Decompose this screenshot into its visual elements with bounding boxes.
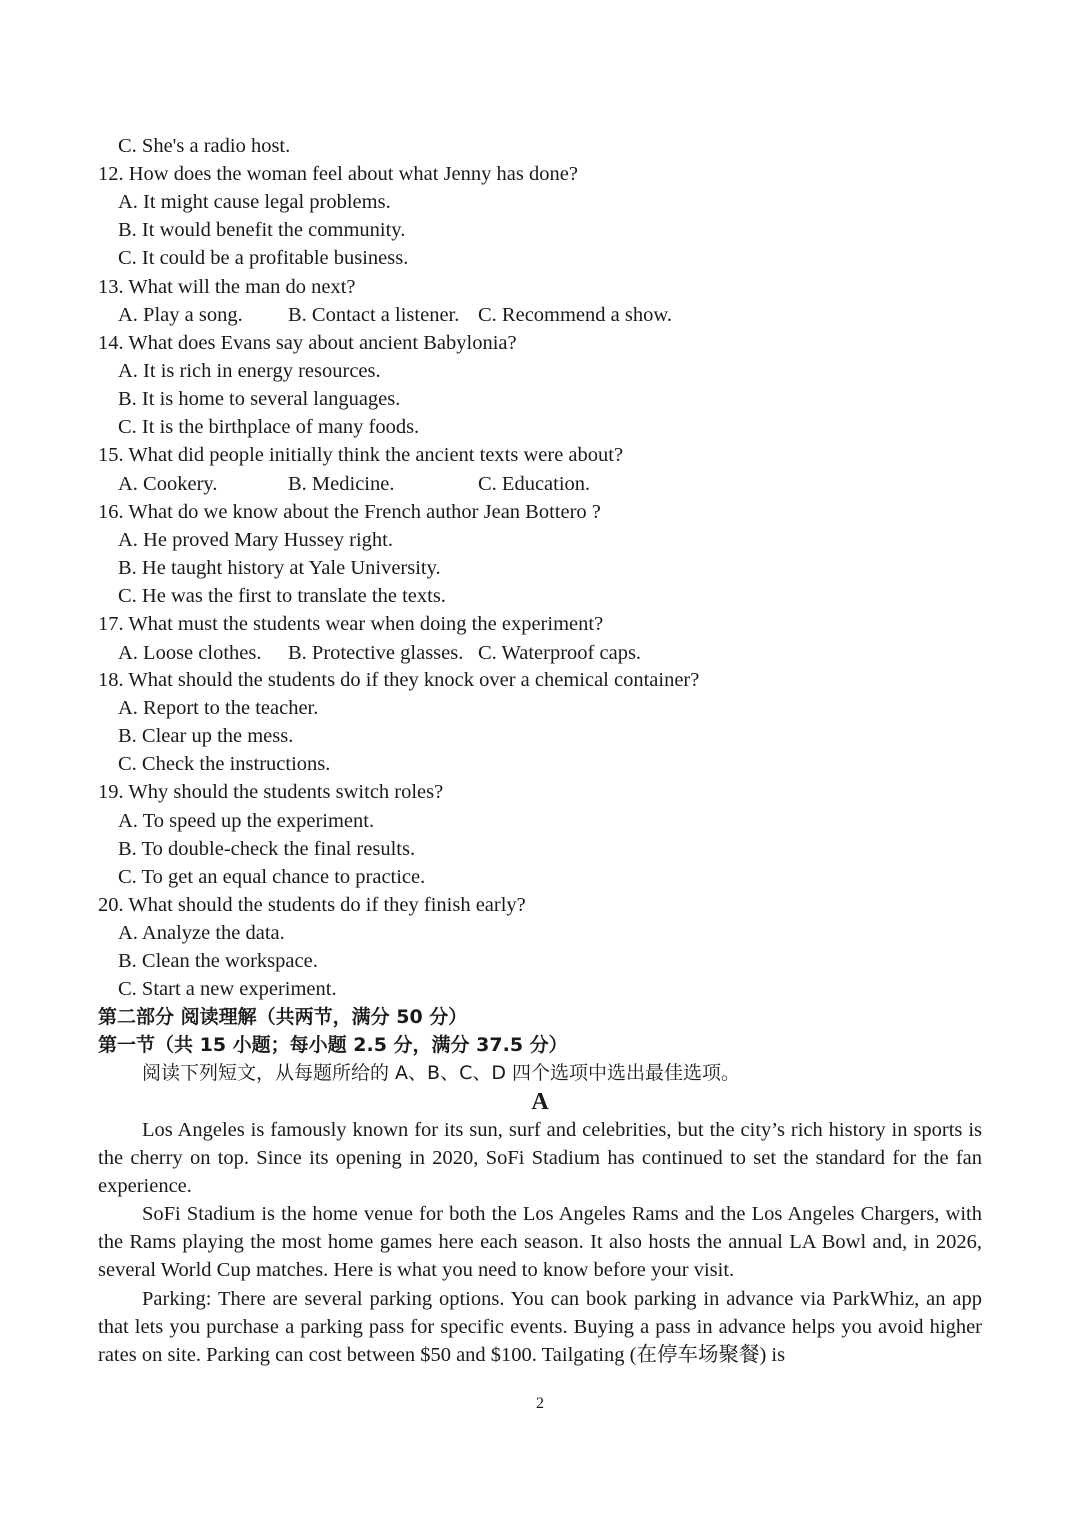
question-stem: 12. How does the woman feel about what Jenny has done? (98, 163, 578, 186)
question-stem: 19. Why should the students switch roles? (98, 781, 444, 804)
answer-option: B. It is home to several languages. (118, 388, 401, 411)
page-number: 2 (536, 1395, 544, 1412)
answer-option: C. To get an equal chance to practice. (118, 865, 426, 888)
q17-option-c: C. Waterproof caps. (478, 642, 642, 664)
question-stem: 18. What should the students do if they knock over a chemical container? (98, 669, 700, 691)
q15-option-c: C. Education. (478, 473, 591, 495)
answer-option: B. He taught history at Yale University. (118, 557, 441, 580)
q17-option-a: A. Loose clothes. (118, 642, 262, 664)
question-stem: 15. What did people initially think the ancient texts were about? (98, 444, 624, 467)
answer-option: A. To speed up the experiment. (118, 809, 375, 832)
answer-option: A. Report to the teacher. (118, 697, 319, 720)
question-stem: 16. What do we know about the French author Jean Bottero ? (98, 501, 601, 523)
answer-option: C. Start a new experiment. (118, 978, 337, 1001)
question-stem: 20. What should the students do if they finish early? (98, 893, 526, 916)
section1-heading: 第一节（共 15 小题；每小题 2.5 分，满分 37.5 分） (98, 1034, 568, 1056)
question-stem: 17. What must the students wear when doing the experiment? (98, 613, 604, 636)
passage-paragraph: Parking: There are several parking options. You can book parking in advance via ParkWhiz, an app that lets you purchase a parking pass for specific events. Buying a pass in advance helps you avoid higher rates on site. Parking can cost between $50 and $100. Tailgating (在停车场聚餐) is (98, 1288, 982, 1367)
reading-instruction: 阅读下列短文，从每题所给的 A、B、C、D 四个选项中选出最佳选项。 (142, 1062, 741, 1084)
question-stem: 14. What does Evans say about ancient Babylonia? (98, 332, 517, 354)
answer-option: B. Clean the workspace. (118, 950, 318, 972)
answer-option: A. He proved Mary Hussey right. (118, 529, 393, 552)
answer-option: A. It might cause legal problems. (118, 191, 391, 214)
section2-heading: 第二部分 阅读理解（共两节，满分 50 分） (98, 1006, 468, 1028)
answer-option: A. It is rich in energy resources. (118, 360, 381, 383)
passage-paragraph: SoFi Stadium is the home venue for both the Los Angeles Rams and the Los Angeles Chargers, with the Rams playing the most home games here each season. It also hosts the annual LA Bowl and, in 2026, several World Cup matches. Here is what you need to know before your visit. (98, 1203, 982, 1282)
passage-title: A (531, 1089, 549, 1115)
answer-option: A. Analyze the data. (118, 921, 285, 944)
answer-option: C. It could be a profitable business. (118, 247, 409, 270)
q17-option-b: B. Protective glasses. (288, 642, 464, 664)
question-stem: 13. What will the man do next? (98, 275, 356, 298)
q15-option-b: B. Medicine. (288, 473, 395, 495)
q15-option-a: A. Cookery. (118, 473, 218, 495)
answer-option: B. To double-check the final results. (118, 837, 416, 860)
answer-option: C. She's a radio host. (118, 135, 291, 157)
answer-option: C. Check the instructions. (118, 753, 331, 776)
answer-option: C. It is the birthplace of many foods. (118, 416, 420, 439)
q13-option-b: B. Contact a listener. (288, 304, 460, 326)
answer-option: B. Clear up the mess. (118, 725, 294, 748)
passage-paragraph: Los Angeles is famously known for its sun, surf and celebrities, but the city’s rich history in sports is the cherry on top. Since its opening in 2020, SoFi Stadium has continued to set the standard for the fan experience. (98, 1119, 982, 1198)
q13-option-c: C. Recommend a show. (478, 304, 672, 326)
answer-option: B. It would benefit the community. (118, 219, 406, 242)
answer-option: C. He was the first to translate the texts. (118, 585, 446, 608)
q13-option-a: A. Play a song. (118, 304, 243, 326)
